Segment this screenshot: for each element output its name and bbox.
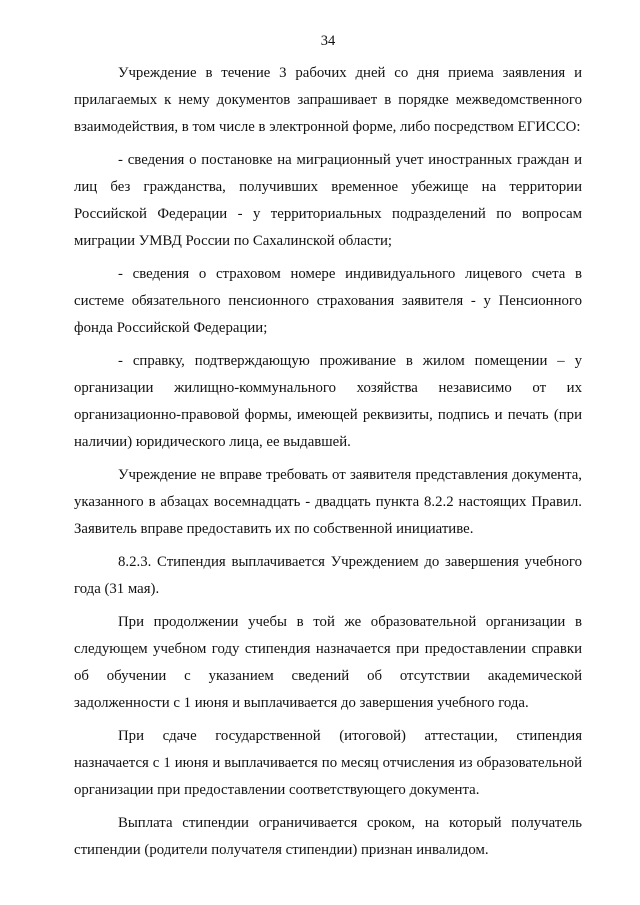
paragraph-continued-study: При продолжении учебы в той же образовательной организации в следующем учебном году стипендия назначается при предоставлении справки об обучении с указанием сведений об отсутствии академической задолженности с 1 июня и выплачивается до завершения учебного года. (74, 614, 582, 711)
paragraph-final-attestation: При сдаче государственной (итоговой) аттестации, стипендия назначается с 1 июня и выплачивается по месяц отчисления из образовательной организации при предоставлении соответствующего документа. (74, 728, 582, 798)
paragraph-insurance-number: - сведения о страховом номере индивидуального лицевого счета в системе обязательного пенсионного страхования заявителя - у Пенсионного фонда Российской Федерации; (74, 266, 582, 336)
paragraph-interagency-request: Учреждение в течение 3 рабочих дней со дня приема заявления и прилагаемых к нему документов запрашивает в порядке межведомственного взаимодействия, в том числе в электронной форме, либо посредством ЕГИССО: (74, 65, 582, 135)
paragraph-8-2-3: 8.2.3. Стипендия выплачивается Учреждением до завершения учебного года (31 мая). (74, 554, 582, 597)
paragraph-residence-certificate: - справку, подтверждающую проживание в жилом помещении – у организации жилищно-коммунального хозяйства независимо от их организационно-правовой формы, имеющей реквизиты, подпись и печать (при наличии) юридического лица, ее выдавшей. (74, 353, 582, 450)
paragraph-document-restriction: Учреждение не вправе требовать от заявителя представления документа, указанного в абзацах восемнадцать - двадцать пункта 8.2.2 настоящих Правил. Заявитель вправе предоставить их по собственной инициативе. (74, 467, 582, 537)
paragraph-disability-term: Выплата стипендии ограничивается сроком, на который получатель стипендии (родители получателя стипендии) признан инвалидом. (74, 815, 582, 858)
paragraph-migration-info: - сведения о постановке на миграционный учет иностранных граждан и лиц без гражданства, получивших временное убежище на территории Российской Федерации - у территориальных подразделений по вопросам миграции УМВД России по Сахалинской области; (74, 152, 582, 249)
page-number: 34 (320, 33, 336, 49)
